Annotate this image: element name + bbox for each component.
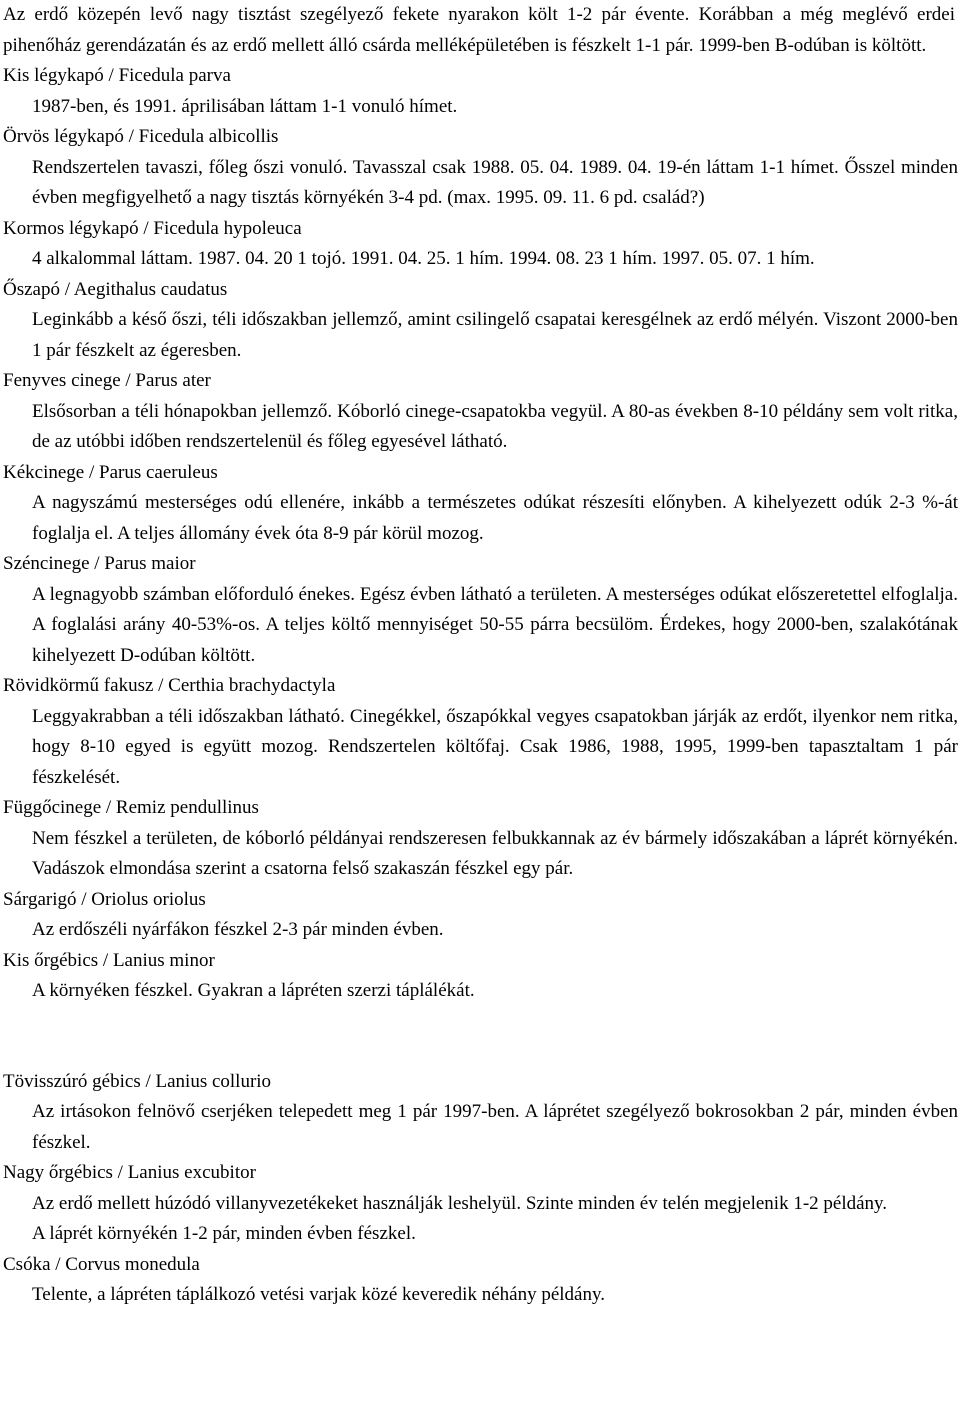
species-description: Leggyakrabban a téli időszakban látható. Cinegékkel, őszapókkal vegyes csapatokban járják az erdőt, ilyenkor nem ritka, hogy 8-10 egyed is együtt mozog. Rendszertelen költőfaj. Csak 1986, 1988, 1995, 1999-ben tapasztaltam 1 pár fészkelését. (32, 705, 958, 788)
species-entry (3, 1158, 958, 1250)
species-heading: Örvös légykapó / Ficedula albicollis (3, 126, 279, 147)
species-entry (3, 214, 958, 275)
species-description: Az erdő mellett húzódó villanyvezetékeket használják leshelyül. Szinte minden év telén megjelenik 1-2 példány. (32, 1192, 888, 1214)
species-description: Elsősorban a téli hónapokban jellemző. Kóborló cinege-csapatokba vegyül. A 80-as években 8-10 példány sem volt ritka, de az utóbbi időben rendszertelenül és főleg egyesével látható. (32, 400, 958, 452)
species-entry (3, 1250, 958, 1311)
species-description: A láprét környékén 1-2 pár, minden évben fészkel. (32, 1223, 416, 1244)
species-heading: Kis légykapó / Ficedula parva (3, 65, 231, 86)
species-entry (3, 61, 958, 122)
species-entry (3, 793, 958, 885)
species-heading: Tövisszúró gébics / Lanius collurio (3, 1070, 272, 1092)
species-entry (3, 122, 958, 214)
species-heading: Kis őrgébics / Lanius minor (3, 949, 215, 971)
species-description: A nagyszámú mesterséges odú ellenére, inkább a természetes odúkat részesíti előnyben. A kihelyezett odúk 2-3 %-át foglalja el. A teljes állomány évek óta 8-9 pár körül mozog. (32, 492, 958, 544)
species-heading: Kormos légykapó / Ficedula hypoleuca (3, 217, 302, 239)
species-description: Nem fészkel a területen, de kóborló példányai rendszeresen felbukkannak az év bármely időszakában a láprét környékén. Vadászok elmondása szerint a csatorna felső szakaszán fészkel egy pár. (32, 827, 958, 879)
species-description: 1987-ben, és 1991. áprilisában láttam 1-1 vonuló hímet. (32, 95, 458, 117)
species-entry (3, 946, 958, 1007)
species-description: A környéken fészkel. Gyakran a lápréten szerzi táplálékát. (32, 980, 475, 1001)
species-description: Az erdőszéli nyárfákon fészkel 2-3 pár minden évben. (32, 919, 444, 940)
species-heading: Függőcinege / Remiz pendullinus (3, 797, 259, 818)
species-entry (3, 671, 958, 793)
species-heading: Őszapó / Aegithalus caudatus (3, 278, 228, 300)
species-description: A legnagyobb számban előforduló énekes. Egész évben látható a területen. A mesterséges odúkat előszeretettel elfoglalja. A foglalási arány 40-53%-os. A teljes költő mennyiséget 50-55 párra becsülöm. Érdekes, hogy 2000-ben, szalakótának kihelyezett D-odúban költött. (32, 583, 958, 666)
species-entry (3, 366, 958, 458)
species-list-second (3, 1067, 958, 1311)
species-entry (3, 275, 958, 367)
species-entry (3, 1067, 958, 1159)
species-heading: Sárgarigó / Oriolus oriolus (3, 888, 206, 910)
species-entry (3, 458, 958, 550)
species-description: Leginkább a késő őszi, téli időszakban jellemző, amint csilingelő csapatai keresgélnek az erdő mélyén. Viszont 2000-ben 1 pár fészkelt az égeresben. (32, 309, 958, 361)
species-description: Telente, a lápréten táplálkozó vetési varjak közé keveredik néhány példány. (32, 1284, 605, 1305)
species-description: 4 alkalommal láttam. 1987. 04. 20 1 tojó. 1991. 04. 25. 1 hím. 1994. 08. 23 1 hím. 1997. 05. 07. 1 hím. (32, 248, 815, 269)
document-page (3, 0, 958, 1311)
species-heading: Fenyves cinege / Parus ater (3, 370, 211, 391)
species-entry (3, 885, 958, 946)
section-gap (3, 1007, 958, 1067)
species-list-first (3, 61, 958, 1007)
species-heading: Kékcinege / Parus caeruleus (3, 461, 218, 483)
species-heading: Nagy őrgébics / Lanius excubitor (3, 1162, 256, 1183)
species-description: Rendszertelen tavaszi, főleg őszi vonuló. Tavasszal csak 1988. 05. 04. 1989. 04. 19-én láttam 1-1 hímet. Ősszel minden évben megfigyelhető a nagy tisztás környékén 3-4 pd. (max. 1995. 09. 11. 6 pd. család?) (32, 156, 958, 208)
species-heading: Csóka / Corvus monedula (3, 1253, 200, 1275)
species-heading: Széncinege / Parus maior (3, 553, 196, 574)
species-description: Az irtásokon felnövő cserjéken telepedett meg 1 pár 1997-ben. A láprétet szegélyező bokrosokban 2 pár, minden évben fészkel. (32, 1101, 958, 1153)
species-heading: Rövidkörmű fakusz / Certhia brachydactyla (3, 675, 336, 696)
species-entry (3, 549, 958, 671)
intro-paragraph: Az erdő közepén levő nagy tisztást szegélyező fekete nyarakon költ 1-2 pár évente. Korábban a még meglévő erdei pihenőház gerendázatán és az erdő mellett álló csárda melléképületében is fészkelt 1-1 pár. 1999-ben B-odúban is költött. (3, 4, 955, 56)
